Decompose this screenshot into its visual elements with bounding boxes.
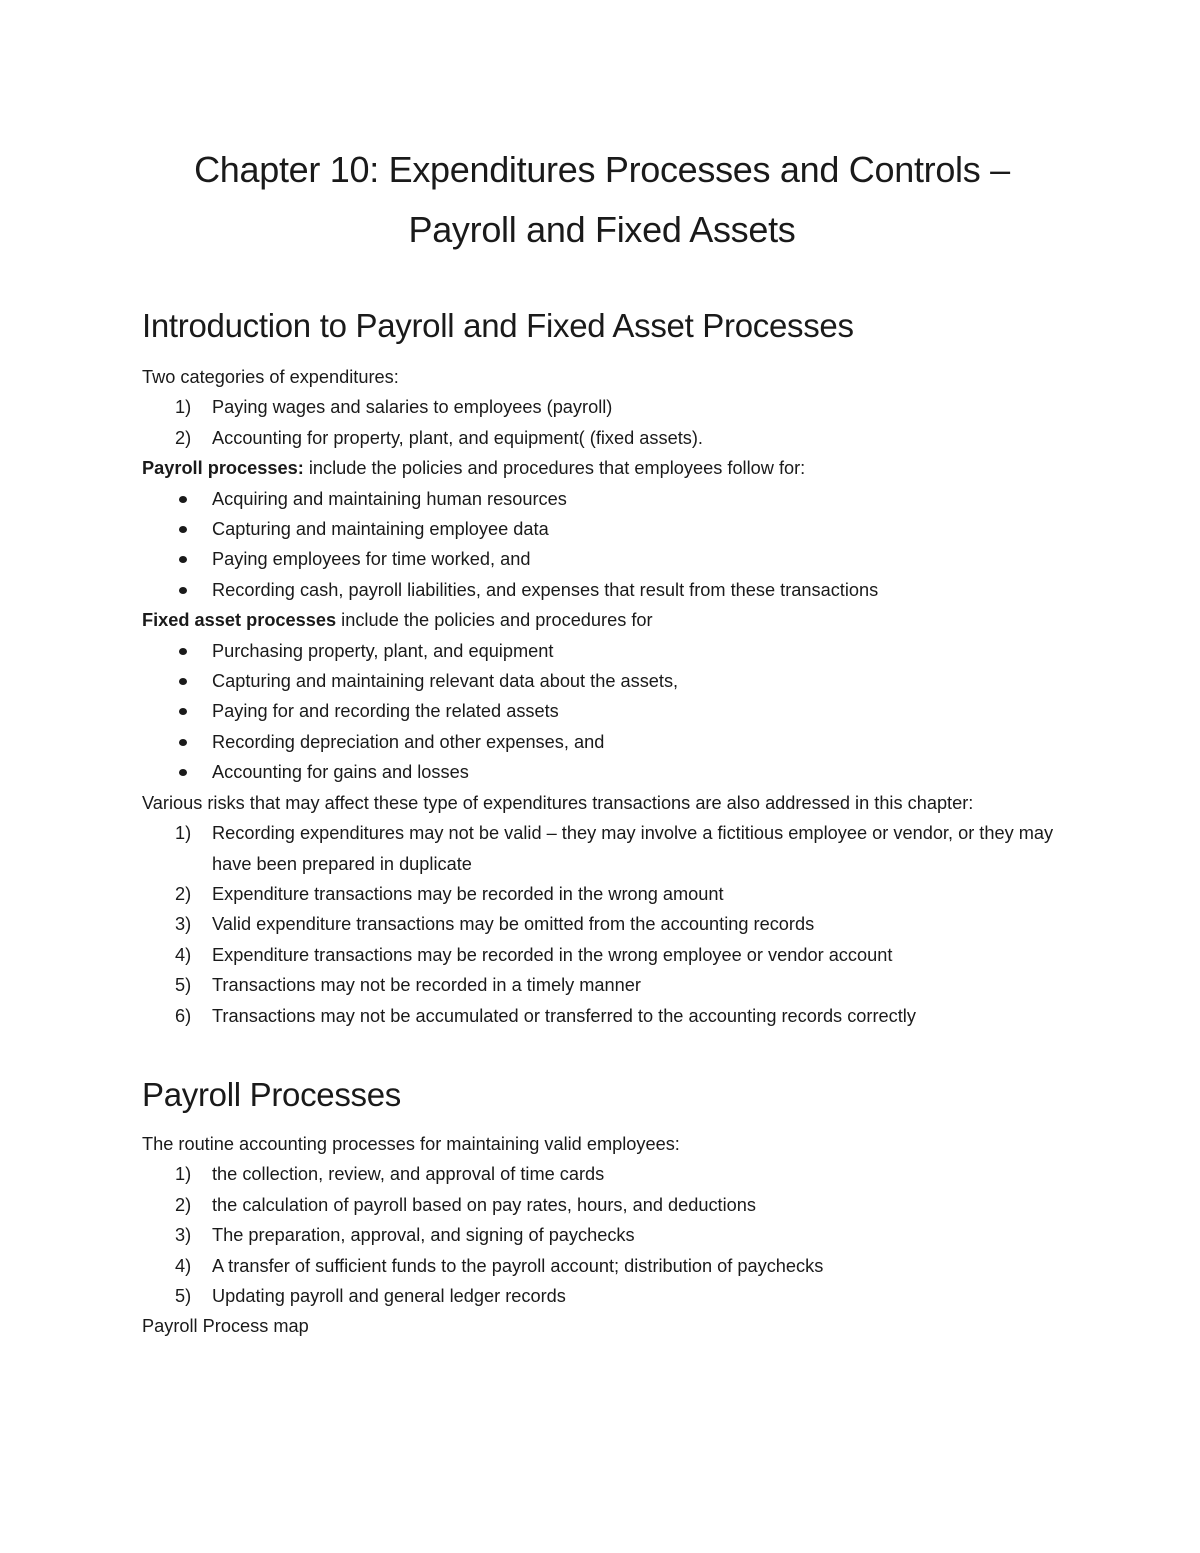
list-item <box>142 514 1062 544</box>
list-number: 4) <box>175 1255 192 1276</box>
bullet-icon <box>179 526 187 533</box>
list-item <box>142 484 1062 514</box>
list-item-text: Paying employees for time worked, and <box>212 549 531 570</box>
list-item-text: the collection, review, and approval of time cards <box>212 1164 605 1185</box>
list-item <box>142 818 1072 879</box>
list-item <box>142 1220 1062 1250</box>
payroll-process-map-label: Payroll Process map <box>142 1316 309 1337</box>
list-item <box>142 544 1062 574</box>
list-item <box>142 757 1062 787</box>
list-number: 4) <box>175 944 192 965</box>
list-item <box>142 909 1062 939</box>
list-number: 6) <box>175 1005 192 1026</box>
categories-intro-text: Two categories of expenditures: <box>142 367 399 387</box>
list-number: 2) <box>175 883 192 904</box>
list-item <box>142 1281 1062 1311</box>
section-heading-payroll-processes: Payroll Processes <box>142 1075 401 1113</box>
list-item-text: A transfer of sufficient funds to the payroll account; distribution of paychecks <box>212 1255 824 1276</box>
list-item-text: Capturing and maintaining employee data <box>212 519 549 540</box>
bullet-icon <box>179 739 187 746</box>
list-item-text: Transactions may not be recorded in a timely manner <box>212 975 641 996</box>
document-title-line-2: Payroll and Fixed Assets <box>408 209 796 250</box>
list-item <box>142 1251 1062 1281</box>
section-heading-introduction: Introduction to Payroll and Fixed Asset Processes <box>142 307 854 344</box>
list-item <box>142 970 1062 1000</box>
list-item <box>142 1159 1062 1189</box>
list-item-text: Recording expenditures may not be valid – they may involve a fictitious employee or vendor, or they may have been prepared in duplicate <box>212 823 1054 874</box>
list-item-text: Acquiring and maintaining human resources <box>212 488 567 509</box>
fixed-asset-processes-paragraph <box>142 605 1062 635</box>
list-item <box>142 423 1062 453</box>
list-number: 1) <box>175 823 192 844</box>
list-number: 5) <box>175 975 192 996</box>
list-number: 1) <box>175 1164 192 1185</box>
list-item <box>142 666 1062 696</box>
document-page <box>142 140 1062 1342</box>
list-number: 3) <box>175 914 192 935</box>
bullet-icon <box>179 678 187 685</box>
list-item-text: Purchasing property, plant, and equipment <box>212 640 554 661</box>
list-item <box>142 575 1062 605</box>
list-item <box>142 696 1062 726</box>
list-item-text: Capturing and maintaining relevant data about the assets, <box>212 671 679 692</box>
bullet-icon <box>179 587 187 594</box>
list-item <box>142 727 1062 757</box>
bullet-icon <box>179 556 187 563</box>
bullet-icon <box>179 496 187 503</box>
list-item-text: Accounting for gains and losses <box>212 762 469 783</box>
list-number: 5) <box>175 1285 192 1306</box>
payroll-processes-paragraph <box>142 453 1062 483</box>
list-number: 1) <box>175 397 192 418</box>
list-item <box>142 636 1062 666</box>
payroll-processes-list <box>142 484 1062 606</box>
list-item <box>142 879 1062 909</box>
list-item-text: Expenditure transactions may be recorded in the wrong amount <box>212 883 724 904</box>
list-item-text: Expenditure transactions may be recorded in the wrong employee or vendor account <box>212 944 893 965</box>
document-title-line-1: Chapter 10: Expenditures Processes and Controls – <box>194 149 1010 190</box>
list-item-text: Valid expenditure transactions may be omitted from the accounting records <box>212 914 815 935</box>
bullet-icon <box>179 769 187 776</box>
list-item-text: Recording depreciation and other expenses, and <box>212 731 605 752</box>
risks-intro-text: Various risks that may affect these type of expenditures transactions are also addressed in this chapter: <box>142 792 974 813</box>
payroll-processes-label: Payroll processes: <box>142 458 304 479</box>
risks-list <box>142 818 1062 1031</box>
fixed-asset-processes-list <box>142 636 1062 788</box>
list-item-text: the calculation of payroll based on pay rates, hours, and deductions <box>212 1194 756 1215</box>
payroll-processes-lead: include the policies and procedures that employees follow for: <box>303 458 806 479</box>
list-item-text: Paying wages and salaries to employees (payroll) <box>212 397 613 418</box>
list-item <box>142 392 1062 422</box>
list-item-text: Accounting for property, plant, and equipment( (fixed assets). <box>212 427 703 448</box>
list-item-text: Paying for and recording the related assets <box>212 701 559 722</box>
list-item <box>142 940 1062 970</box>
list-item-text: Updating payroll and general ledger records <box>212 1285 566 1306</box>
list-number: 3) <box>175 1225 192 1246</box>
payroll-steps-intro-text: The routine accounting processes for maintaining valid employees: <box>142 1133 680 1154</box>
bullet-icon <box>179 648 187 655</box>
expenditure-categories-list <box>142 392 1062 453</box>
document-title <box>142 140 1062 260</box>
list-item <box>142 1190 1062 1220</box>
bullet-icon <box>179 708 187 715</box>
list-item-text: The preparation, approval, and signing of paychecks <box>212 1225 635 1246</box>
fixed-asset-processes-label: Fixed asset processes <box>142 610 337 631</box>
fixed-asset-processes-lead: include the policies and procedures for <box>336 610 653 631</box>
list-number: 2) <box>175 1194 192 1215</box>
payroll-steps-list <box>142 1159 1062 1311</box>
list-number: 2) <box>175 427 192 448</box>
list-item-text: Recording cash, payroll liabilities, and expenses that result from these transactions <box>212 579 879 600</box>
list-item <box>142 1001 1062 1031</box>
list-item-text: Transactions may not be accumulated or transferred to the accounting records correctly <box>212 1005 916 1026</box>
